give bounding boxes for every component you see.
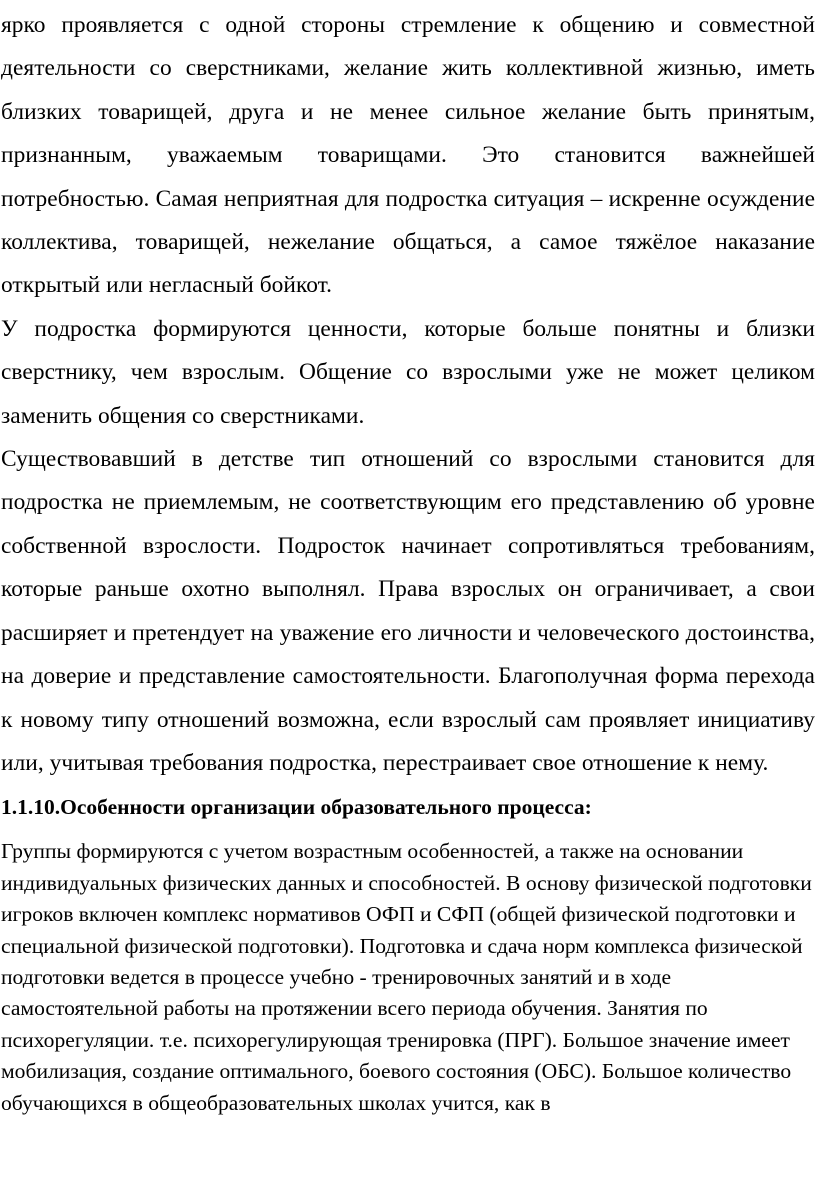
paragraph-groups-formation: Группы формируются с учетом возрастным особенностей, а также на основании индивидуальных физических данных и способностей. В основу физической подготовки игроков включен комплекс нормативов ОФП и СФП (общей физической подготовки и специальной физической подготовки). Подготовка и сдача норм комплекса физической подготовки ведется в процессе учебно - тренировочных занятий и в ходе самостоятельной работы на протяжении всего периода обучения. Занятия по психорегуляции. т.е. психорегулирующая тренировка (ПРГ). Большое значение имеет мобилизация, создание оптимального, боевого состояния (ОБС). Большое количество обучающихся в общеобразовательных школах учится, как в xyxy=(1,839,812,1115)
paragraph-teen-values: У подростка формируются ценности, которые больше понятны и близки сверстнику, чем взрослым. Общение со взрослыми уже не может целиком заменить общения со сверстниками. xyxy=(1,315,815,429)
paragraph-peer-communication: ярко проявляется с одной стороны стремление к общению и совместной деятельности со сверстниками, желание жить коллективной жизнью, иметь близких товарищей, друга и не менее сильное желание быть принятым, признанным, уважаемым товарищами. Это становится важнейшей потребностью. Самая неприятная для подростка ситуация – искренне осуждение коллектива, товарищей, нежелание общаться, а самое тяжёлое наказание открытый или негласный бойкот. xyxy=(1,12,815,299)
section-heading: 1.1.10.Особенности организации образовательного процесса: xyxy=(1,795,592,820)
paragraph-adult-relations: Существовавший в детстве тип отношений со взрослыми становится для подростка не приемлемым, не соответствующим его представлению об уровне собственной взрослости. Подросток начинает сопротивляться требованиям, которые раньше охотно выполнял. Права взрослых он ограничивает, а свои расширяет и претендует на уважение его личности и человеческого достоинства, на доверие и представление самостоятельности. Благополучная форма перехода к новому типу отношений возможна, если взрослый сам проявляет инициативу или, учитывая требования подростка, перестраивает свое отношение к нему. xyxy=(1,446,815,776)
